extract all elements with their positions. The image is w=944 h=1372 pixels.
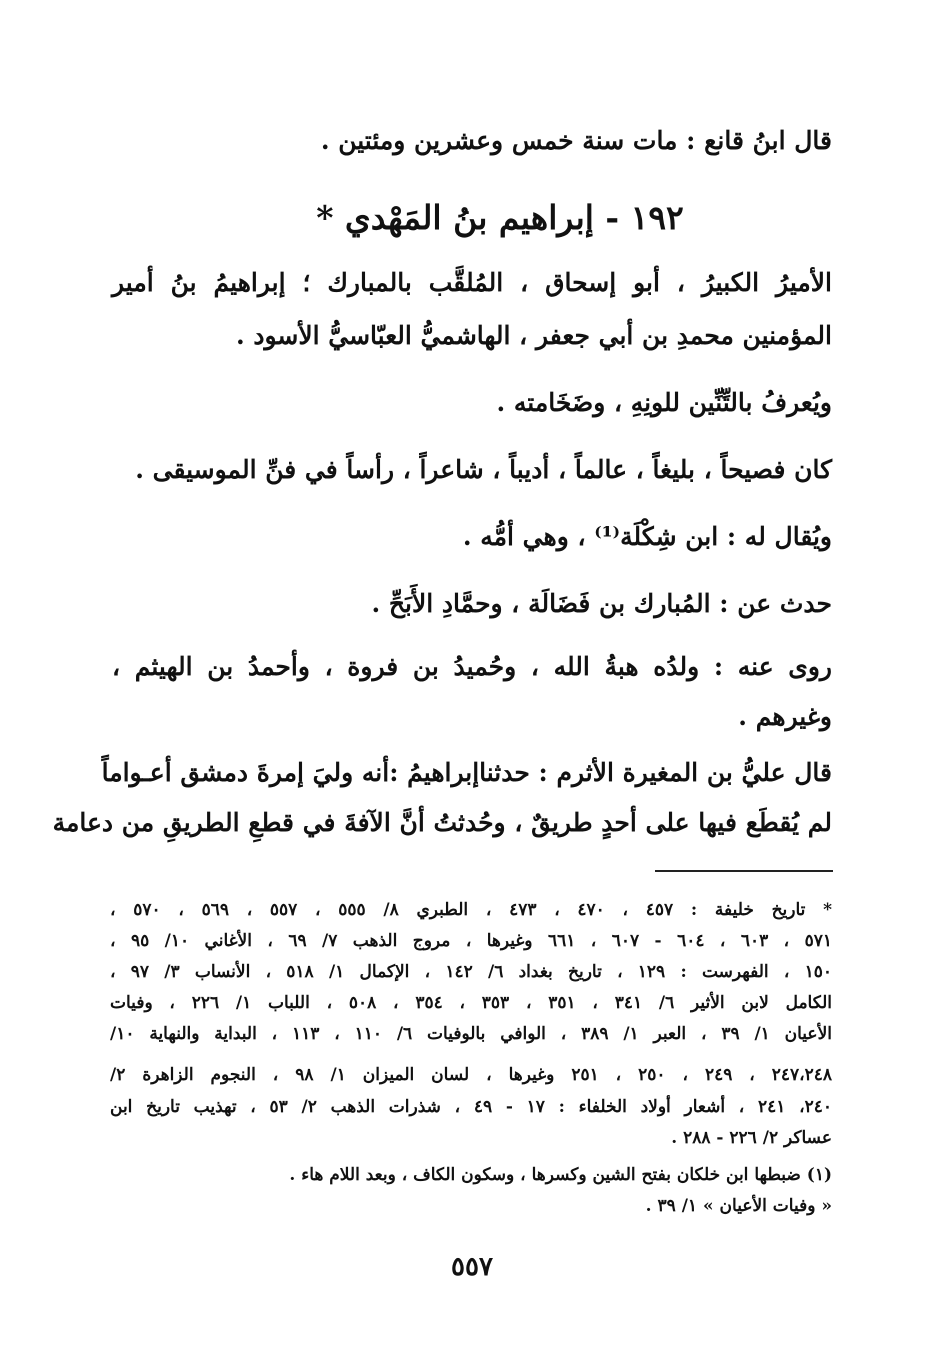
footnote-star-line: ٢٤٠، ٢٤١ ، أشعار أولاد الخلفاء : ١٧ - ٤٩ ، شذرات الذهب ٢/ ٥٣ ، تهذيب تاريخ ابن [110, 1097, 833, 1117]
footnote-divider [655, 870, 833, 872]
quote-line-1: قال عليُّ بن المغيرة الأثرم : حدثناإبراهيمُ :أنه وليَ إمرةَ دمشق أعـواماً [101, 758, 832, 787]
quote-line-2: لم يُقطَع فيها على أحدٍ طريقٌ ، وحُدثتُ أنَّ الآفةَ في قطعِ الطريقِ من دعامة [52, 808, 832, 837]
narrated-by-line-2: وغيرهم . [738, 702, 832, 731]
footnote-one-line: « وفيات الأعيان » ١/ ٣٩ . [645, 1196, 832, 1216]
footnote-star-line: الكامل لابن الأثير ٦/ ٣٤١ ، ٣٥١ ، ٣٥٣ ، ٣٥٤ ، ٥٠٨ ، اللباب ١/ ٢٢٦ ، وفيات [110, 993, 833, 1013]
footnote-one-line: (١) ضبطها ابن خلكان بفتح الشين وكسرها ، وسكون الكاف ، وبعد اللام هاء . [289, 1165, 832, 1185]
description-line: كان فصيحاً ، بليغاً ، عالماً ، أديباً ، شاعراً ، رأساً في فنِّ الموسيقى . [135, 455, 832, 484]
footnote-star-line: الأعيان ١/ ٣٩ ، العبر ١/ ٣٨٩ ، الوافي بالوفيات ٦/ ١١٠ ، ١١٣ ، البداية والنهاية ١٠/ [110, 1024, 832, 1044]
previous-entry-last-line: قال ابنُ قانع : مات سنة خمس وعشرين ومئتين . [320, 126, 832, 155]
footnote-star-line: * تاريخ خليفة : ٤٥٧ ، ٤٧٠ ، ٤٧٣ ، الطبري ٨/ ٥٥٥ ، ٥٥٧ ، ٥٦٩ ، ٥٧٠ ، [110, 900, 833, 920]
footnote-star-line: عساكر ٢/ ٢٢٦ - ٢٨٨ . [671, 1128, 832, 1148]
narrated-from-line: حدث عن : المُبارك بن فَضَالَة ، وحمَّادِ الأَبَحِّ . [371, 589, 832, 618]
footnote-star-line: ٢٤٧،٢٤٨ ، ٢٤٩ ، ٢٥٠ ، ٢٥١ وغيرها ، لسان الميزان ١/ ٩٨ ، النجوم الزاهرة ٢/ [110, 1065, 833, 1085]
page-number: ٥٥٧ [451, 1252, 493, 1282]
intro-line-2: المؤمنين محمدِ بن أبي جعفر ، الهاشميُّ العبّاسيُّ الأسود . [235, 321, 832, 350]
footnote-star-line: ١٥٠ ، الفهرست : ١٢٩ ، تاريخ بغداد ٦/ ١٤٢ ، الإكمال ١/ ٥١٨ ، الأنساب ٣/ ٩٧ ، [110, 962, 832, 982]
intro-line-1: الأميرُ الكبيرُ ، أبو إسحاق ، المُلقَّب بالمبارك ؛ إبراهيمُ بنُ أمير [112, 268, 832, 297]
footnote-star-line: ٥٧١ ، ٦٠٣ ، ٦٠٤ - ٦٠٧ ، ٦٦١ وغيرها ، مروج الذهب ٧/ ٦٩ ، الأغاني ١٠/ ٩٥ ، [110, 931, 832, 951]
known-as-line: ويُعرفُ بالتِّنِّين للونِهِ ، وضَخَامته . [496, 388, 832, 417]
entry-heading: ١٩٢ - إبراهيم بنُ المَهْدي * [316, 198, 684, 237]
called-line: ويُقال له : ابن شِكْلَة⁽¹⁾ ، وهي أمُّه . [462, 522, 832, 551]
narrated-by-line-1: روى عنه : ولدُه هبةُ الله ، وحُميدُ بن فروة ، وأحمدُ بن الهيثم ، [112, 652, 832, 681]
